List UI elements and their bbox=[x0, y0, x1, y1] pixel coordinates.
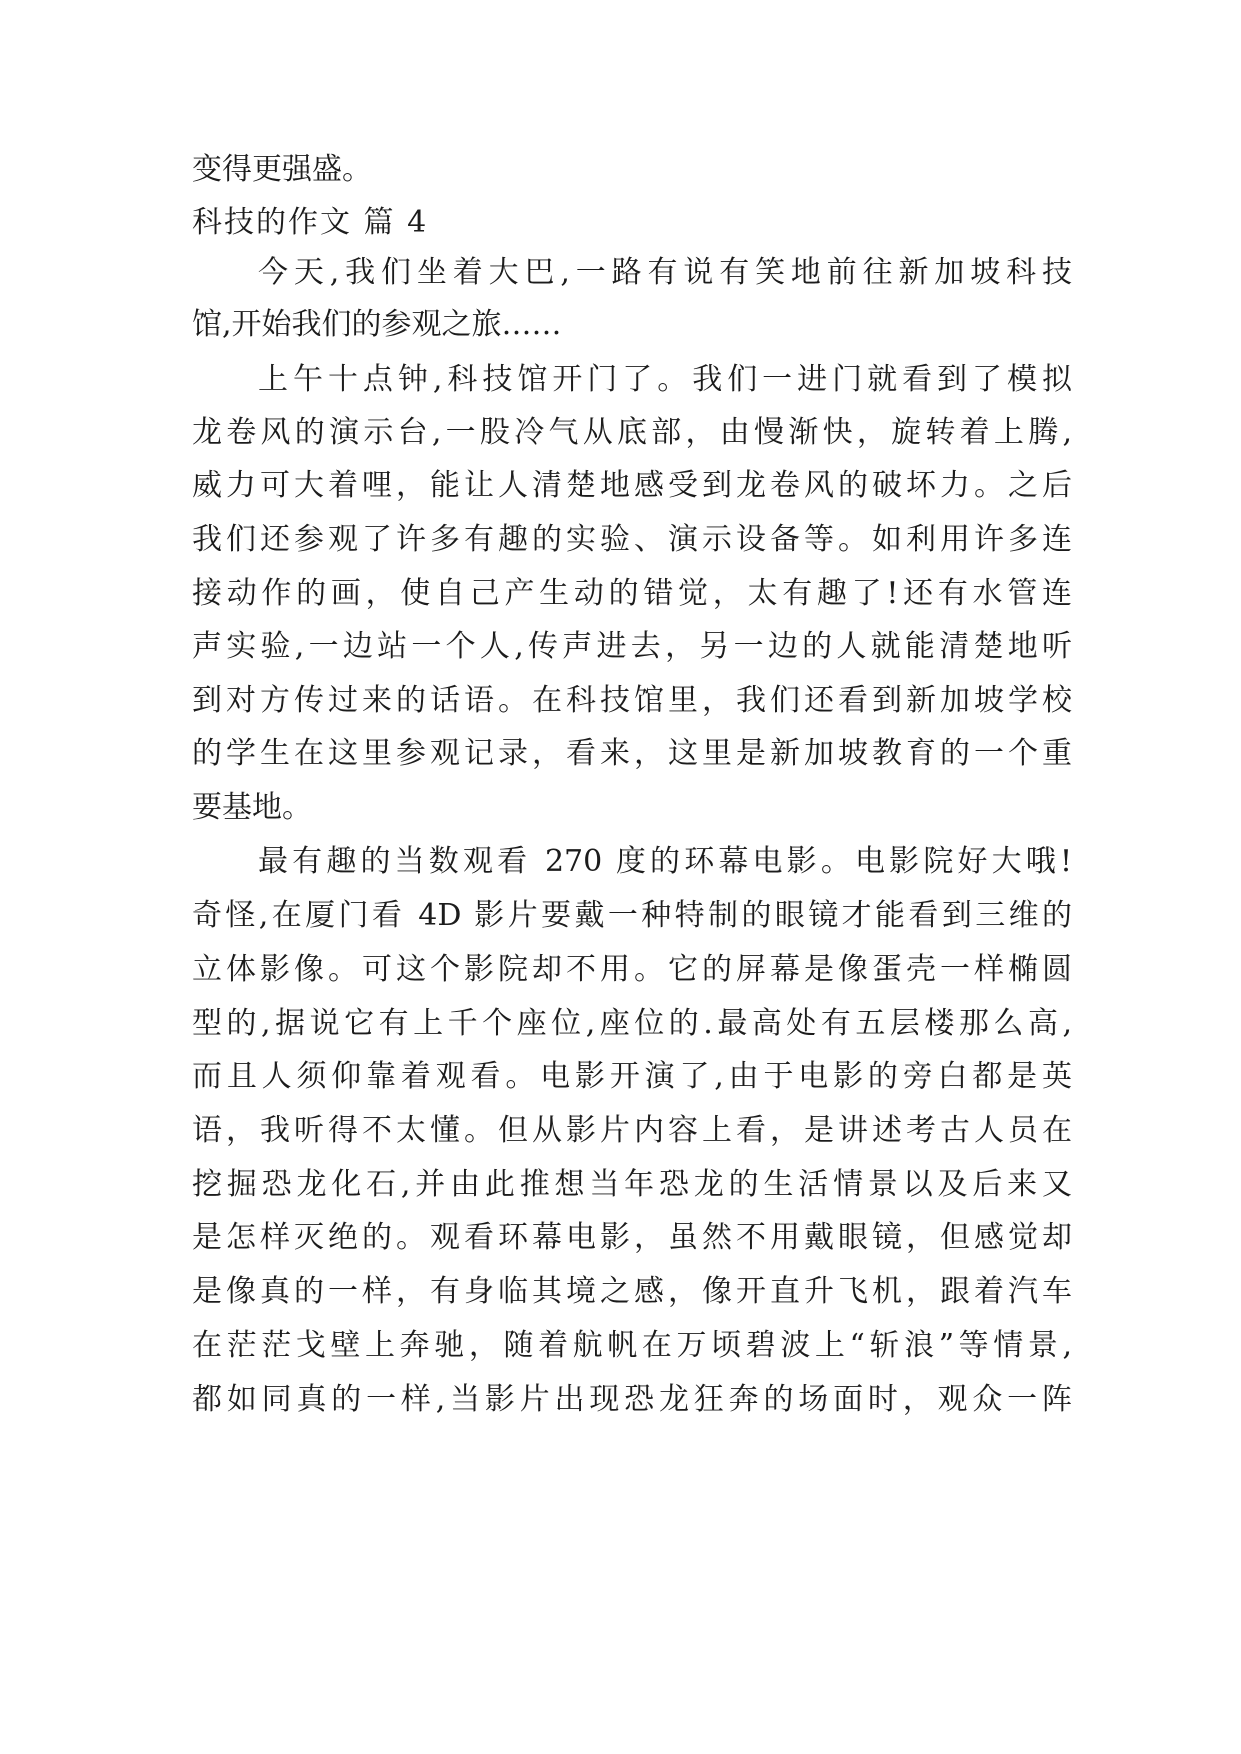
paragraph-line: 接动作的画，使自己产生动的错觉，太有趣了!还有水管连 bbox=[192, 576, 1072, 611]
paragraph-line: 要基地。 bbox=[192, 790, 312, 825]
paragraph-line: 立体影像。可这个影院却不用。它的屏幕是像蛋壳一样椭圆 bbox=[192, 952, 1072, 987]
paragraph-line: 声实验,一边站一个人,传声进去，另一边的人就能清楚地听 bbox=[192, 629, 1072, 664]
paragraph-line: 而且人须仰靠着观看。电影开演了,由于电影的旁白都是英 bbox=[192, 1059, 1072, 1094]
paragraph-line: 我们还参观了许多有趣的实验、演示设备等。如利用许多连 bbox=[192, 522, 1072, 557]
paragraph-line: 在茫茫戈壁上奔驰，随着航帆在万顷碧波上“斩浪”等情景, bbox=[192, 1328, 1072, 1363]
previous-section-tail: 变得更强盛。 bbox=[192, 152, 372, 187]
paragraph-line: 今天,我们坐着大巴,一路有说有笑地前往新加坡科技 bbox=[258, 255, 1072, 290]
paragraph-line: 到对方传过来的话语。在科技馆里，我们还看到新加坡学校 bbox=[192, 683, 1072, 718]
paragraph-line: 挖掘恐龙化石,并由此推想当年恐龙的生活情景以及后来又 bbox=[192, 1167, 1072, 1202]
paragraph-line: 型的,据说它有上千个座位,座位的.最高处有五层楼那么高, bbox=[192, 1006, 1072, 1041]
paragraph-line: 的学生在这里参观记录，看来，这里是新加坡教育的一个重 bbox=[192, 736, 1072, 771]
paragraph-line: 都如同真的一样,当影片出现恐龙狂奔的场面时，观众一阵 bbox=[192, 1382, 1072, 1417]
paragraph-line: 是像真的一样，有身临其境之感，像开直升飞机，跟着汽车 bbox=[192, 1274, 1072, 1309]
paragraph-line: 是怎样灭绝的。观看环幕电影，虽然不用戴眼镜，但感觉却 bbox=[192, 1220, 1072, 1255]
paragraph-line: 馆,开始我们的参观之旅…… bbox=[192, 307, 562, 342]
paragraph-line: 最有趣的当数观看 270 度的环幕电影。电影院好大哦! bbox=[258, 844, 1072, 879]
paragraph-line: 威力可大着哩，能让人清楚地感受到龙卷风的破坏力。之后 bbox=[192, 468, 1072, 503]
paragraph-line: 龙卷风的演示台,一股冷气从底部，由慢渐快，旋转着上腾, bbox=[192, 415, 1072, 450]
section-heading: 科技的作文 篇 4 bbox=[192, 205, 429, 240]
paragraph-line: 语，我听得不太懂。但从影片内容上看，是讲述考古人员在 bbox=[192, 1113, 1072, 1148]
paragraph-line: 上午十点钟,科技馆开门了。我们一进门就看到了模拟 bbox=[258, 362, 1072, 397]
paragraph-line: 奇怪,在厦门看 4D 影片要戴一种特制的眼镜才能看到三维的 bbox=[192, 898, 1072, 933]
